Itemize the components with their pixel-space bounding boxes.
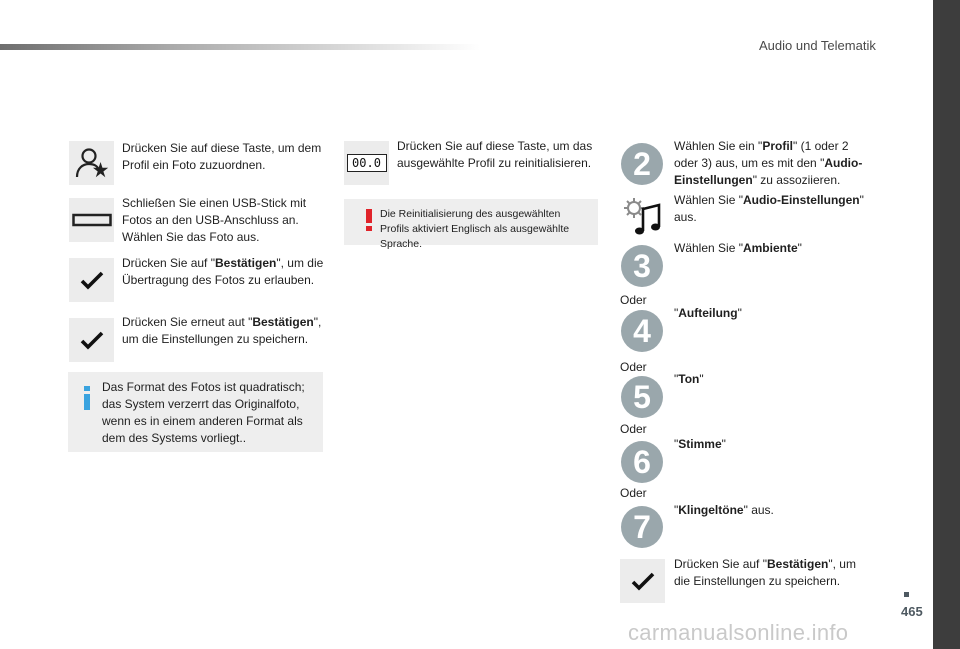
checkmark-icon [69,318,114,362]
usb-stick-icon [69,198,114,242]
info-text: Das Format des Fotos ist quadratisch; das System verzerrt das Originalfoto, wenn es in einem anderen Format als dem des Systems vorliegt.. [102,380,305,445]
watermark: carmanualsonline.info [628,620,849,645]
option-ton: "Ton" [674,372,704,386]
or-label: Oder [620,360,647,374]
step-number-7: 7 [621,506,663,548]
or-label: Oder [620,293,647,307]
audio-settings-icon [621,195,665,239]
warning-icon [366,209,372,236]
header-rule [0,44,480,50]
checkmark-icon [69,258,114,302]
step-photo-text: Drücken Sie auf diese Taste, um dem Profil ein Foto zuzuordnen. [122,141,322,172]
step-number-4: 4 [621,310,663,352]
side-bar [933,0,960,649]
reset-profile-icon [344,141,389,185]
or-label: Oder [620,422,647,436]
option-stimme: "Stimme" [674,437,726,451]
step-number-3: 3 [621,245,663,287]
profile-photo-icon [69,141,114,185]
step-ambiente: Wählen Sie "Ambiente" [674,241,802,255]
info-note [68,372,323,452]
section-title: Audio und Telematik [759,38,876,53]
page-number: 465 [901,604,923,619]
warning-note [344,199,598,250]
step-reset-text: Drücken Sie auf diese Taste, um das ausgewählte Profil zu reinitialisieren. [397,139,593,170]
step-select-audio: Wählen Sie "Audio-Einstellungen" aus. [674,193,864,224]
info-icon [82,386,92,415]
step-select-profile: Wählen Sie ein "Profil" (1 oder 2 oder 3) aus, um es mit den "Audio-Einstellungen" zu assoziieren. [674,139,863,187]
step-usb-text: Schließen Sie einen USB-Stick mit Fotos an den USB-Anschluss an. Wählen Sie das Foto aus. [122,196,307,244]
step-confirm-save: Drücken Sie erneut aut "Bestätigen", um die Einstellungen zu speichern. [122,315,322,346]
step-confirm-transfer: Drücken Sie auf "Bestätigen", um die Übertragung des Fotos zu erlauben. [122,256,324,287]
step-number-6: 6 [621,441,663,483]
page-marker [904,592,909,597]
step-number-5: 5 [621,376,663,418]
option-klingeltoene: "Klingeltöne" aus. [674,503,774,517]
warning-text: Die Reinitialisierung des ausgewählten Profils aktiviert Englisch als ausgewählte Sprache. [380,208,570,250]
option-aufteilung: "Aufteilung" [674,306,742,320]
display-value: 00.0 [347,154,387,172]
checkmark-icon [620,559,665,603]
step-final-confirm: Drücken Sie auf "Bestätigen", um die Einstellungen zu speichern. [674,557,856,588]
step-number-2: 2 [621,143,663,185]
or-label: Oder [620,486,647,500]
